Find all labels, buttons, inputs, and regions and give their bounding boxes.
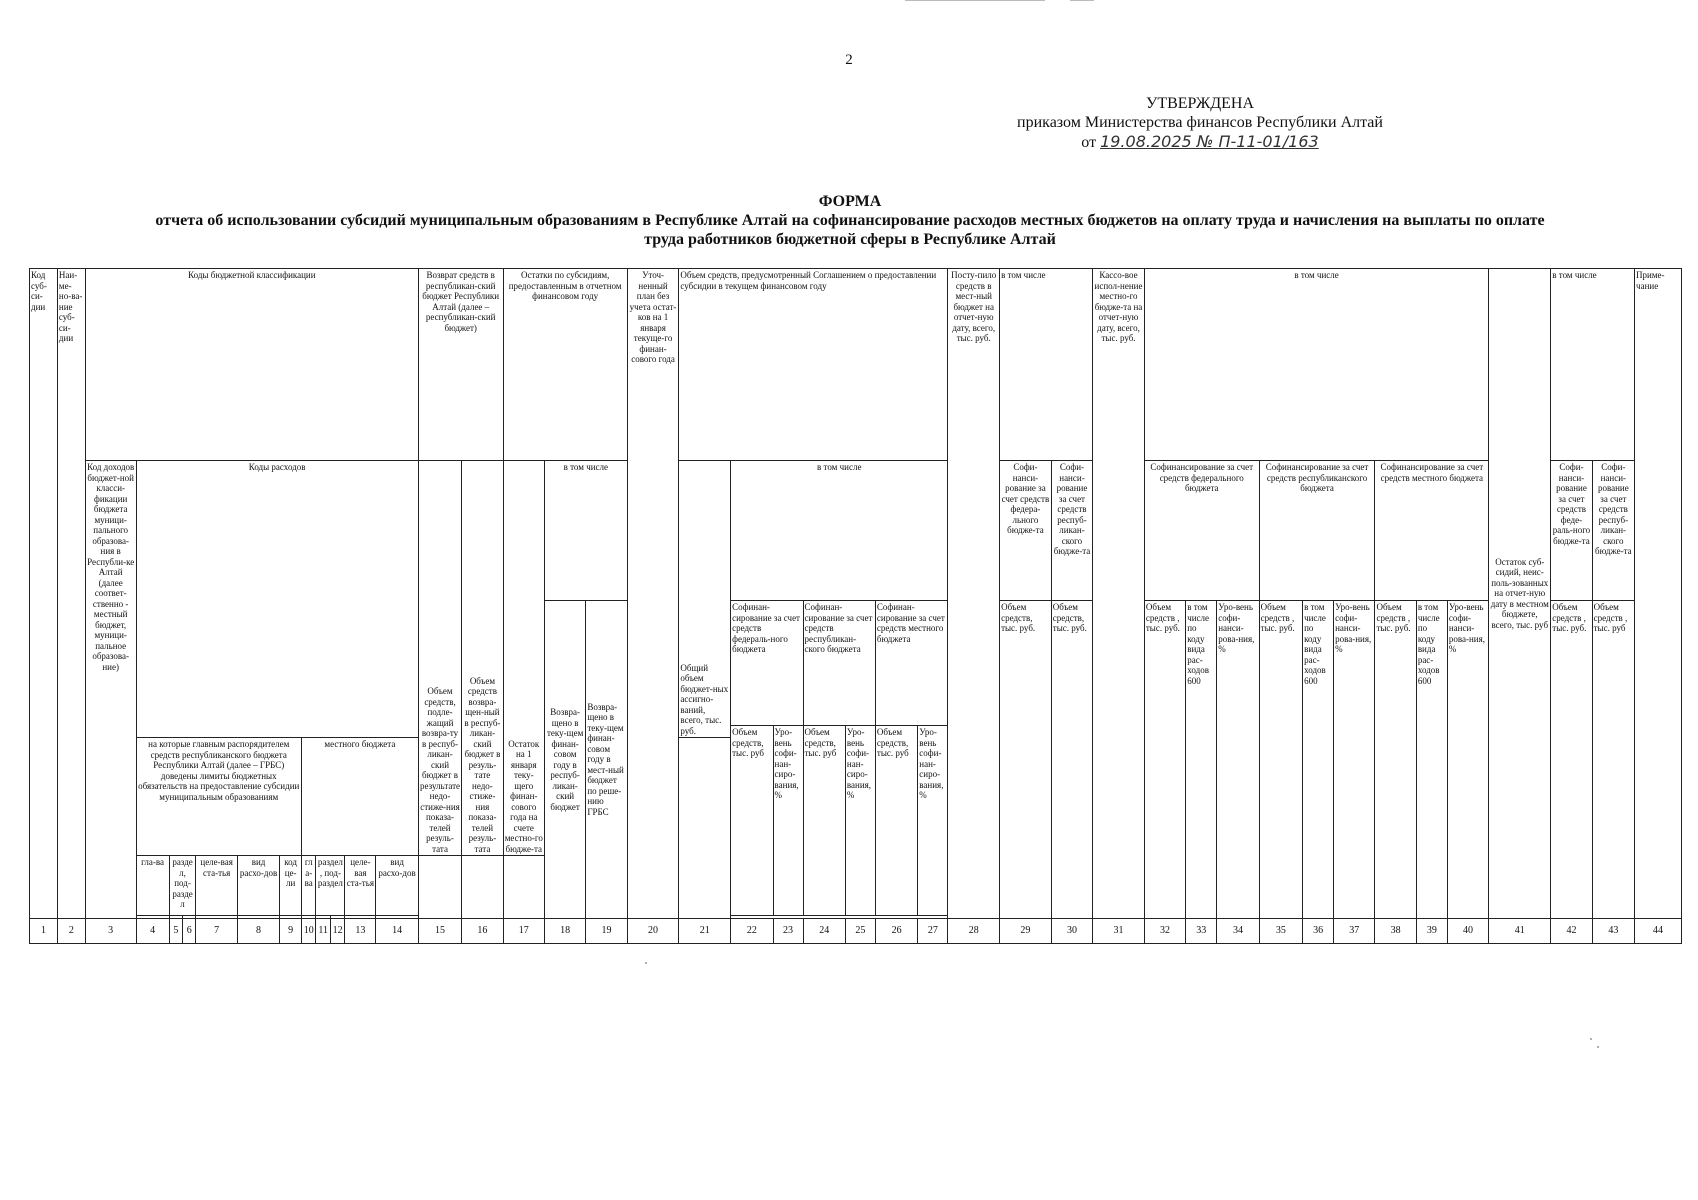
report-table [29, 268, 1682, 944]
hdr-local-target: целе-вая ста-тья [345, 856, 376, 916]
page-number: 2 [845, 52, 853, 68]
col-number: 22 [731, 919, 773, 944]
col-number: 13 [345, 919, 376, 944]
hdr-incl-execution: в том числе [1144, 269, 1488, 461]
hdr-updated-plan: Уточ-ненный план без учета остат-ков на 1 января текуще-го финан-сового года [627, 269, 679, 919]
hdr-agreement: Объем средств, предусмотренный Соглашением о предоставлении субсидии в текущем финансовом году [679, 269, 948, 461]
hdr-lvl-37: Уро-вень софи-нанси-рова-ния, % [1334, 601, 1375, 919]
col-number: 39 [1416, 919, 1447, 944]
col-number: 30 [1051, 919, 1092, 944]
col-number: 32 [1144, 919, 1185, 944]
col-number: 36 [1303, 919, 1334, 944]
approval-date-line [1000, 132, 1400, 152]
scan-dot [1590, 1038, 1592, 1040]
hdr-subsidy-code: Код суб-си-дии [30, 269, 58, 919]
hdr-budget-classification: Коды бюджетной классификации [85, 269, 418, 461]
hdr-incl-remainder: в том числе [1551, 269, 1635, 461]
hdr-note: Приме-чание [1635, 269, 1682, 919]
approval-order: приказом Министерства финансов Республики Алтай [1017, 114, 1383, 131]
hdr-remainders: Остатки по субсидиям, предоставленным в отчетном финансовом году [503, 269, 627, 461]
col-number: 5 [169, 919, 182, 944]
col-number: 2 [57, 919, 85, 944]
hdr-vol-43: Объем средств , тыс. руб [1592, 601, 1634, 919]
col-number: 23 [773, 919, 803, 944]
form-title-block [60, 192, 1640, 249]
hdr-return: Возврат средств в республикан-ский бюджет Республики Алтай (далее – республикан-ский бюджет) [418, 269, 503, 461]
hdr-cofin-fed-remainder: Софи-нанси-рование за счет средств феде-раль-ного бюдже-та [1551, 461, 1592, 601]
hdr-c15-lower [418, 856, 461, 919]
col-number: 9 [280, 919, 302, 944]
approval-title: УТВЕРЖДЕНА [1145, 95, 1254, 112]
col-number: 35 [1259, 919, 1302, 944]
scan-dot [1597, 1046, 1599, 1048]
column-number-row [30, 919, 1682, 944]
hdr-c17-lower [503, 856, 544, 919]
hdr-vol-29: Объем средств, тыс. руб. [1000, 601, 1052, 919]
col-number: 15 [418, 919, 461, 944]
hdr-return-due: Объем средств, подле-жащий возвра-ту в респуб-ликан-ский бюджет в результате недо-стиже-ния показа-телей резуль-тата [418, 461, 461, 856]
hdr-agr-loc: Софинан-сирование за счет средств местного бюджета [875, 601, 947, 726]
col-number: 28 [948, 919, 1000, 944]
col-number: 17 [503, 919, 544, 944]
col-number: 26 [875, 919, 917, 944]
scan-artifact [1070, 0, 1094, 7]
hdr-grbs-kind: вид расхо-дов [237, 856, 279, 916]
col-number: 33 [1186, 919, 1217, 944]
hdr-total-appropriations: Общий объем бюджет-ных ассигно-ваний, всего, тыс. руб. [679, 461, 731, 738]
hdr-unused-remainder: Остаток суб-сидий, неис-поль-зованных на отчет-ную дату в местном бюджете, всего, тыс. руб [1489, 269, 1551, 919]
hdr-remainder-jan1: Остаток на 1 января теку-щего финан-сового года на счете местно-го бюдже-та [503, 461, 544, 856]
col-number: 7 [196, 919, 237, 944]
col-number: 10 [301, 919, 315, 944]
hdr-incl-received: в том числе [1000, 269, 1093, 461]
col-number: 44 [1635, 919, 1682, 944]
col-number: 1 [30, 919, 58, 944]
hdr-vol-35: Объем средств , тыс. руб. [1259, 601, 1302, 919]
scan-dot [645, 962, 647, 964]
hdr-income-code: Код доходов бюджет-ной класси-фикации бюджета муници-пального образова-ния в Республи-ке Алтай (далее соответ-ственно - местный бюджет, муници-пальное образова-ние) [85, 461, 136, 919]
col-number: 31 [1093, 919, 1145, 944]
hdr-incl600-33: в том числе по коду вида рас-ходов 600 [1186, 601, 1217, 919]
hdr-local-chapter: гла-ва [301, 856, 315, 916]
hdr-incl-agreement: в том числе [731, 461, 948, 601]
hdr-local-budget: местного бюджета [301, 738, 418, 856]
col-number: 43 [1592, 919, 1634, 944]
hdr-cash-execution: Кассо-вое испол-нение местно-го бюдже-та на отчет-ную дату, всего, тыс. руб. [1093, 269, 1145, 919]
hdr-cofin-rep-exec: Софинансирование за счет средств республиканского бюджета [1259, 461, 1375, 601]
col-number: 16 [462, 919, 503, 944]
hdr-lvl-40: Уро-вень софи-нанси-рова-ния, % [1447, 601, 1488, 919]
col-number: 18 [544, 919, 585, 944]
hdr-return-made: Объем средств возвра-щен-ный в респуб-ликан-ский бюджет в резуль-тате недо-стиже-ния показа-телей резуль-тата [462, 461, 503, 856]
col-number: 4 [136, 919, 169, 944]
col-number: 24 [803, 919, 845, 944]
hdr-vol-42: Объем средств , тыс. руб. [1551, 601, 1592, 919]
hdr-cofin-loc-exec: Софинансирование за счет средств местного бюджета [1375, 461, 1489, 601]
hdr-incl-remainders: в том числе [544, 461, 627, 601]
hdr-cofin-fed-received: Софи-нанси-рование за счет средств федера-льного бюдже-та [1000, 461, 1052, 601]
col-number: 12 [330, 919, 344, 944]
hdr-local-kind: вид расхо-дов [376, 856, 418, 916]
hdr-received: Посту-пило средств в мест-ный бюджет на отчет-ную дату, всего, тыс. руб. [948, 269, 1000, 919]
hdr-agr-rep: Софинан-сирование за счет средств республикан-ского бюджета [803, 601, 875, 726]
hdr-returned-local: Возвра-щено в теку-щем финан-совом году в мест-ный бюджет по реше-нию ГРБС [586, 601, 627, 919]
col-number: 40 [1447, 919, 1488, 944]
form-subtitle-line1: отчета об использовании субсидий муниципальным образованиям в Республике Алтай на софинансирование расходов местных бюджетов на оплату труда и начисления на выплаты по оплате [155, 212, 1545, 229]
hdr-lvl-25: Уро-вень софи-нан-сиро-вания, % [845, 726, 875, 916]
hdr-local-section: раздел, под-раздел [316, 856, 345, 916]
hdr-grbs-target: целе-вая ста-тья [196, 856, 237, 916]
hdr-vol-38: Объем средств , тыс. руб. [1375, 601, 1416, 919]
col-number: 27 [918, 919, 948, 944]
hdr-c21-lower [679, 738, 731, 919]
col-number: 6 [183, 919, 196, 944]
hdr-cofin-rep-received: Софи-нанси-рование за счет средств респуб-ликан-ского бюдже-та [1051, 461, 1092, 601]
col-number: 21 [679, 919, 731, 944]
hdr-vol-26: Объем средств, тыс. руб [875, 726, 917, 916]
hdr-incl600-36: в том числе по коду вида рас-ходов 600 [1303, 601, 1334, 919]
hdr-cofin-rep-remainder: Софи-нанси-рование за счет средств респуб-ликан-ского бюдже-та [1592, 461, 1634, 601]
col-number: 11 [316, 919, 330, 944]
hdr-agr-fed: Софинан-сирование за счет средств федераль-ного бюджета [731, 601, 803, 726]
col-number: 25 [845, 919, 875, 944]
hdr-incl600-39: в том числе по коду вида рас-ходов 600 [1416, 601, 1447, 919]
col-number: 20 [627, 919, 679, 944]
hdr-lvl-27: Уро-вень софи-нан-сиро-вания, % [918, 726, 948, 916]
col-number: 8 [237, 919, 279, 944]
approval-date-prefix: от [1081, 134, 1097, 151]
hdr-cofin-fed-exec: Софинансирование за счет средств федерального бюджета [1144, 461, 1259, 601]
hdr-lvl-23: Уро-вень софи-нан-сиро-вания, % [773, 726, 803, 916]
col-number: 3 [85, 919, 136, 944]
hdr-grbs-chapter: гла-ва [136, 856, 169, 916]
hdr-vol-24: Объем средств, тыс. руб [803, 726, 845, 916]
col-number: 37 [1334, 919, 1375, 944]
col-number: 41 [1489, 919, 1551, 944]
col-number: 29 [1000, 919, 1052, 944]
hdr-vol-22: Объем средств, тыс. руб [731, 726, 773, 916]
form-title: ФОРМА [818, 193, 882, 210]
hdr-lvl-34: Уро-вень софи-нанси-рова-ния, % [1217, 601, 1259, 919]
hdr-subsidy-name: Наи-ме-но-ва-ние суб-си-дии [57, 269, 85, 919]
approval-date-handwritten: 19.08.2025 № П-11-01/163 [1100, 132, 1319, 151]
col-number: 42 [1551, 919, 1592, 944]
col-number: 34 [1217, 919, 1259, 944]
col-number: 14 [376, 919, 418, 944]
scan-artifact [905, 0, 1045, 7]
col-number: 38 [1375, 919, 1416, 944]
hdr-grbs-section: раздел, под-раздел [169, 856, 196, 916]
hdr-returned-rep: Возвра-щено в теку-щем финан-совом году в респуб-ликан-ский бюджет [544, 601, 585, 919]
form-subtitle-line2: труда работников бюджетной сферы в Республике Алтай [644, 231, 1056, 248]
hdr-c16-lower [462, 856, 503, 919]
hdr-grbs-goal: код це-ли [280, 856, 302, 916]
approval-block [1000, 94, 1400, 152]
hdr-expense-codes: Коды расходов [136, 461, 418, 738]
col-number: 19 [586, 919, 627, 944]
hdr-vol-32: Объем средств , тыс. руб. [1144, 601, 1185, 919]
hdr-grbs-codes: на которые главным распорядителем средств республиканского бюджета Республики Алтай (далее – ГРБС) доведены лимиты бюджетных обязательств на предоставление субсидии муниципальным образованиям [136, 738, 301, 856]
hdr-vol-30: Объем средств, тыс. руб. [1051, 601, 1092, 919]
